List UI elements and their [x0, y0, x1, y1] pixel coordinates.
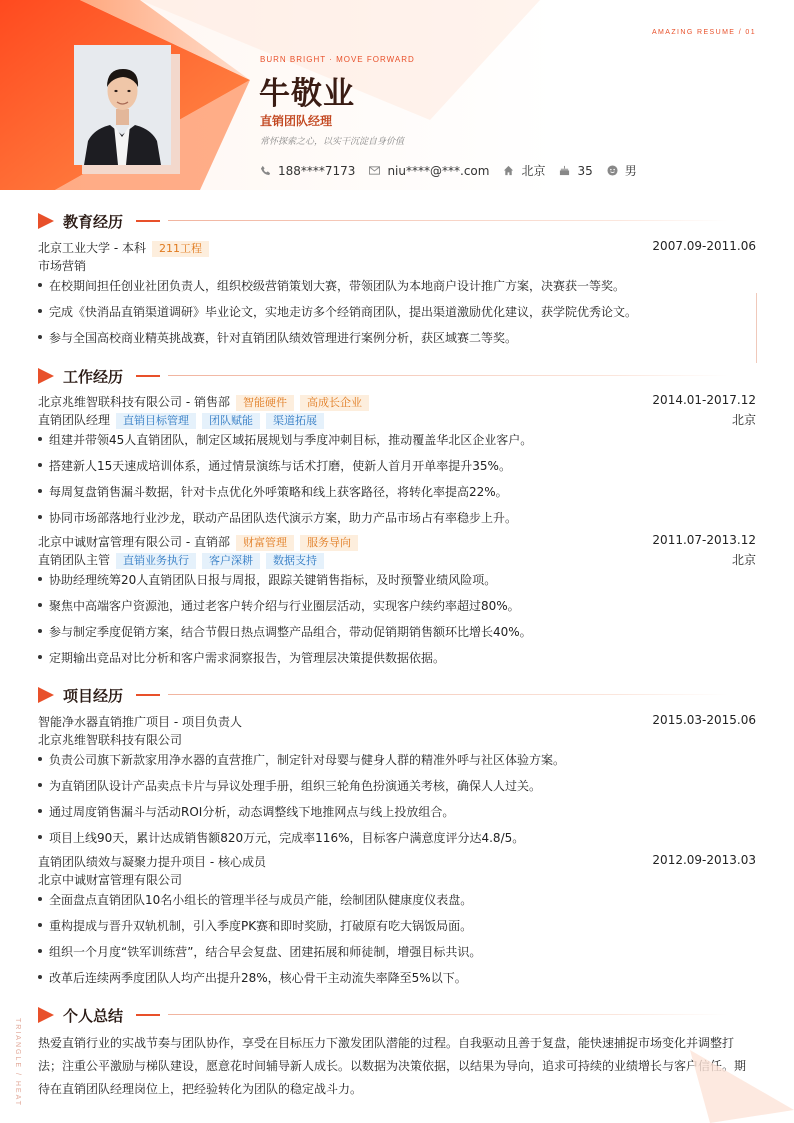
industry-tag: 财富管理	[236, 535, 294, 551]
side-label: TRIANGLE / HEAT	[14, 1018, 21, 1107]
list-item-text: 组建并带领45人直销团队，制定区域拓展规划与季度冲刺目标，推动覆盖华北区企业客户。	[49, 433, 533, 447]
gender-text: 男	[624, 164, 637, 178]
list-item-text: 组织一个月度“铁军训练营”，结合早会复盘、团建拓展和师徒制，增强目标共识。	[49, 945, 482, 959]
skill-tag: 直销业务执行	[116, 553, 196, 569]
education-major: 市场营销	[38, 259, 87, 273]
side-divider	[756, 293, 757, 363]
candidate-name: 牛敬业	[259, 76, 355, 112]
phone-icon	[260, 165, 271, 176]
section-education	[38, 211, 756, 231]
section-rule	[168, 694, 728, 695]
skill-tag: 数据支持	[266, 553, 324, 569]
target-role: 直销团队经理	[260, 114, 333, 128]
project-header	[38, 713, 756, 729]
list-item-text: 搭建新人15天速成培训体系，通过情景演练与话术打磨，使新人首月开单率提升35%。	[49, 459, 511, 473]
contact-email	[369, 164, 489, 178]
industry-tag: 智能硬件	[236, 395, 294, 411]
list-item-text: 全面盘点直销团队10名小组长的管理半径与成员产能，绘制团队健康度仪表盘。	[49, 893, 473, 907]
contact-age	[559, 164, 592, 178]
project-header	[38, 853, 756, 869]
list-item-text: 重构提成与晋升双轨机制，引入季度PK赛和即时奖励，打破原有吃大锅饭局面。	[49, 919, 473, 933]
section-rule	[168, 1014, 728, 1015]
section-dash	[136, 694, 160, 696]
footer-triangle-decoration	[690, 1050, 794, 1123]
section-triangle-icon	[38, 687, 54, 703]
profile-photo	[74, 45, 171, 165]
age-text: 35	[577, 163, 593, 178]
contact-phone	[260, 164, 355, 178]
section-summary	[38, 1005, 756, 1025]
list-item-text: 每周复盘销售漏斗数据，针对卡点优化外呼策略和线上获客路径，将转化率提高22%。	[49, 485, 508, 499]
slogan: 常怀探索之心，以实干沉淀自身价值	[260, 137, 405, 147]
resume-tag: AMAZING RESUME / 01	[651, 29, 756, 36]
list-item-text: 协助经理统筹20人直销团队日报与周报，跟踪关键销售指标，及时预警业绩风险项。	[49, 573, 497, 587]
section-triangle-icon	[38, 1007, 54, 1023]
section-title: 项目经历	[63, 687, 124, 705]
resume-header	[0, 0, 794, 190]
list-item-text: 聚焦中高端客户资源池，通过老客户转介绍与行业圈层活动，实现客户续约率超过80%。	[49, 599, 520, 613]
company-name: 北京兆维智联科技有限公司 - 销售部	[38, 395, 230, 409]
section-title: 教育经历	[63, 213, 124, 231]
list-item-text: 参与制定季度促销方案，结合节假日热点调整产品组合，带动促销期销售额环比增长40%。	[49, 625, 532, 639]
section-dash	[136, 220, 160, 222]
section-projects	[38, 685, 756, 705]
project-org: 北京兆维智联科技有限公司	[38, 733, 183, 747]
city-text: 北京	[521, 164, 546, 178]
summary-text: 热爱直销行业的实战节奏与团队协作，享受在目标压力下激发团队潜能的过程。自我驱动且善于复盘，能快速捕捉市场变化并调整打法；注重公平激励与梯队建设，愿意花时间辅导新人成长。以数据为决策依据，以结果为导向，追求可持续的业绩增长与客户信任。期待在直销团队经理岗位上，把经验转化为团队的稳定战斗力。	[38, 1036, 747, 1096]
project-date: 2015.03-2015.06	[652, 713, 756, 727]
list-item-text: 通过周度销售漏斗与活动ROI分析，动态调整线下地推网点与线上投放组合。	[49, 805, 455, 819]
section-work	[38, 366, 756, 386]
section-triangle-icon	[38, 213, 54, 229]
section-triangle-icon	[38, 368, 54, 384]
section-dash	[136, 375, 160, 377]
motto: BURN BRIGHT · MOVE FORWARD	[260, 55, 415, 64]
contact-bar	[260, 162, 651, 179]
work-date: 2014.01-2017.12	[652, 393, 756, 407]
project-name: 智能净水器直销推广项目 - 项目负责人	[38, 715, 242, 729]
contact-gender	[607, 162, 637, 179]
work-city: 北京	[731, 413, 756, 427]
home-icon	[503, 165, 514, 176]
work-role-row	[38, 551, 756, 567]
email-text: niu****@***.com	[387, 163, 490, 178]
work-header	[38, 533, 756, 549]
section-rule	[168, 375, 728, 376]
skill-tag: 团队赋能	[202, 413, 260, 429]
list-item-text: 定期输出竞品对比分析和客户需求洞察报告，为管理层决策提供数据依据。	[49, 651, 446, 665]
project-name: 直销团队绩效与凝聚力提升项目 - 核心成员	[38, 855, 266, 869]
cake-icon	[559, 165, 570, 176]
work-header	[38, 393, 756, 409]
list-item-text: 参与全国高校商业精英挑战赛，针对直销团队绩效管理进行案例分析，获区域赛二等奖。	[49, 331, 518, 345]
industry-tag: 服务导向	[300, 535, 358, 551]
mail-icon	[369, 166, 380, 175]
list-item-text: 协同市场部落地行业沙龙，联动产品团队迭代演示方案，助力产品市场占有率稳步上升。	[49, 511, 518, 525]
skill-tag: 渠道拓展	[266, 413, 324, 429]
work-role-row	[38, 411, 756, 427]
section-dash	[136, 1014, 160, 1016]
job-title: 直销团队主管	[38, 553, 111, 567]
section-rule	[168, 220, 728, 221]
project-date: 2012.09-2013.03	[652, 853, 756, 867]
phone-text: 188****7173	[278, 163, 356, 178]
avatar-illustration	[74, 45, 171, 165]
project-org: 北京中诚财富管理有限公司	[38, 873, 183, 887]
list-item-text: 负责公司旗下新款家用净水器的直营推广，制定针对母婴与健身人群的精准外呼与社区体验方案。	[49, 753, 566, 767]
education-header	[38, 239, 756, 255]
list-item-text: 为直销团队设计产品卖点卡片与异议处理手册，组织三轮角色扮演通关考核，确保人人过关。	[49, 779, 542, 793]
skill-tag: 客户深耕	[202, 553, 260, 569]
industry-tag: 高成长企业	[300, 395, 369, 411]
list-item-text: 完成《快消品直销渠道调研》毕业论文，实地走访多个经销商团队，提出渠道激励优化建议，获学院优秀论文。	[49, 305, 638, 319]
section-title: 工作经历	[63, 368, 124, 386]
school-badge: 211工程	[152, 241, 209, 257]
company-name: 北京中诚财富管理有限公司 - 直销部	[38, 535, 230, 549]
school-name: 北京工业大学 - 本科	[38, 241, 146, 255]
list-item-text: 在校期间担任创业社团负责人，组织校级营销策划大赛，带领团队为本地商户设计推广方案，决赛获一等奖。	[49, 279, 626, 293]
section-title: 个人总结	[63, 1007, 124, 1025]
education-date: 2007.09-2011.06	[652, 239, 756, 253]
job-title: 直销团队经理	[38, 413, 111, 427]
work-date: 2011.07-2013.12	[652, 533, 756, 547]
smile-icon	[607, 165, 618, 176]
list-item-text: 改革后连续两季度团队人均产出提升28%，核心骨干主动流失率降至5%以下。	[49, 971, 467, 985]
contact-city	[503, 162, 545, 179]
skill-tag: 直销目标管理	[116, 413, 196, 429]
work-city: 北京	[731, 553, 756, 567]
list-item-text: 项目上线90天，累计达成销售额820万元，完成率116%，目标客户满意度评分达4.8/5。	[49, 831, 525, 845]
